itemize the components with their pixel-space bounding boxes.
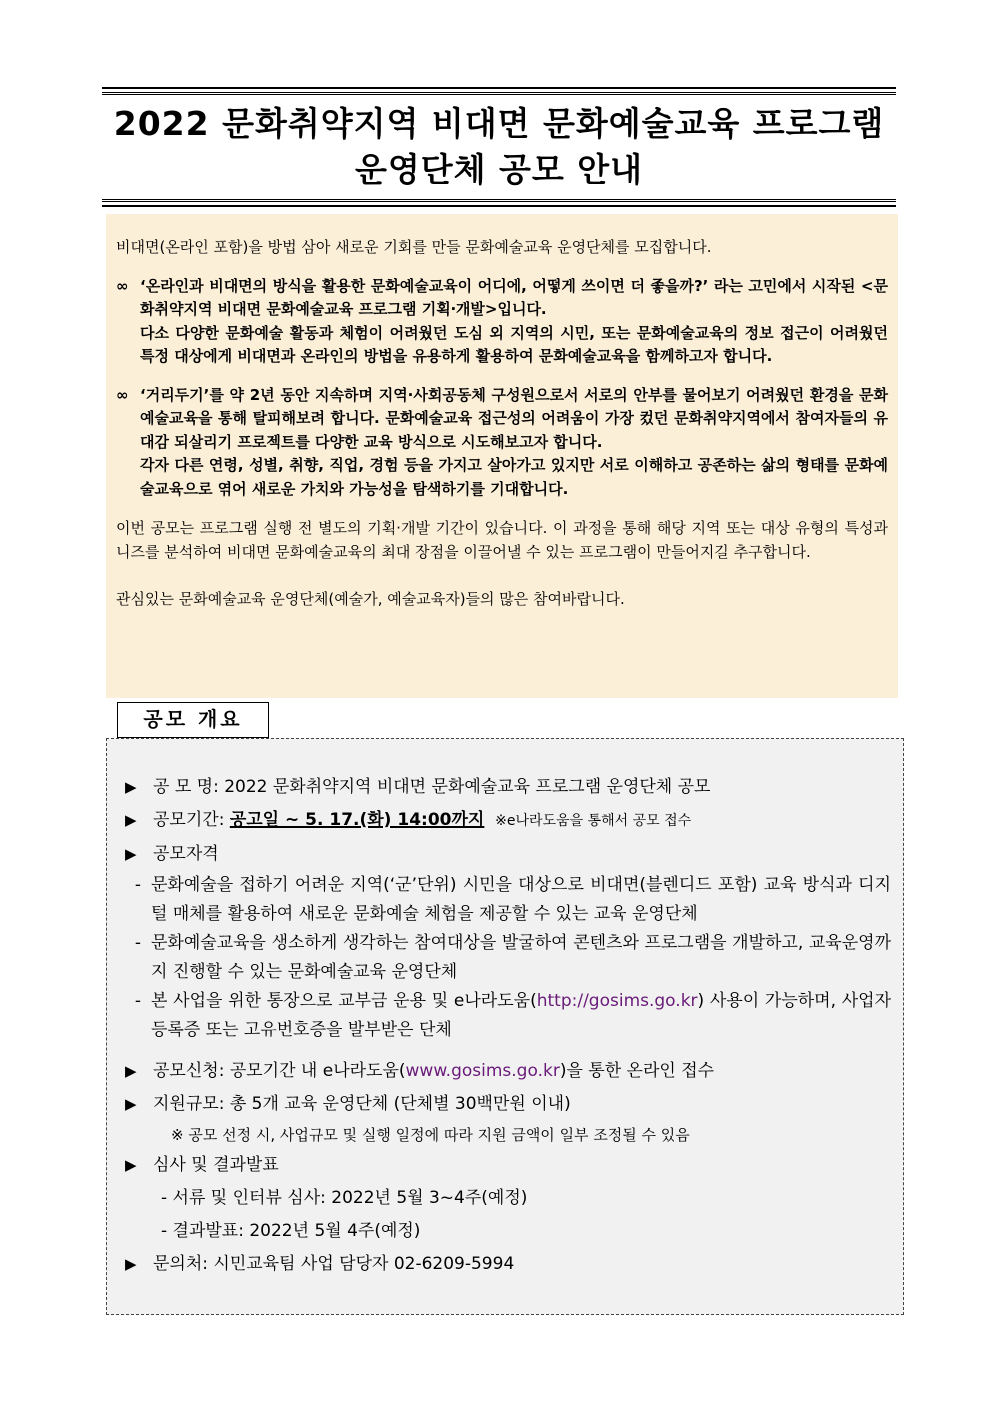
document-title (102, 92, 896, 202)
scale-note: ※ 공모 선정 시, 사업규모 및 실행 일정에 따라 지원 금액이 일부 조정될 수 있음 (171, 1126, 690, 1144)
qualification-item: - 본 사업을 위한 통장으로 교부금 운용 및 e나라도움(http://gosims.go.kr) 사용이 가능하며, 사업자등록증 또는 고유번호증을 발부받은 단체 (134, 991, 892, 1040)
period-note: ※e나라도움을 통해서 공모 접수 (495, 813, 692, 829)
item-support-scale: ▶ 지원규모: 총 5개 교육 운영단체 (단체별 30백만원 이내) (125, 1088, 891, 1121)
gosims-link[interactable]: www.gosims.go.kr (405, 1061, 560, 1081)
intro-bullet-1 (116, 275, 888, 369)
item-contact: ▶ 문의처: 시민교육팀 사업 담당자 02-6209-5994 (125, 1248, 891, 1281)
item-application: ▶ 공모신청: 공모기간 내 e나라도움(www.gosims.go.kr)을 통한 온라인 접수 (125, 1055, 891, 1088)
intro-bullet-1-text-b: 다소 다양한 문화예술 활동과 체험이 어려웠던 도심 외 지역의 시민, 또는 문화예술교육의 정보 접근이 어려웠던 특정 대상에게 비대면과 온라인의 방법을 유용하게 활용하여 문화예술교육을 함께하고자 합니다. (140, 323, 888, 365)
item-qualification: ▶ 공모자격 (125, 838, 891, 871)
triangle-bullet-icon: ▶ (125, 1255, 137, 1273)
intro-paragraph-2: 관심있는 문화예술교육 운영단체(예술가, 예술교육자)들의 많은 참여바랍니다. (116, 590, 625, 608)
section-tab-overview: 공모 개요 (117, 702, 269, 738)
review-item: - 결과발표: 2022년 5월 4주(예정) (161, 1221, 421, 1241)
infinity-bullet-icon: ∞ (116, 385, 129, 404)
period-value: 공고일 ~ 5. 17.(화) 14:00까지 (229, 810, 485, 830)
title-line-2: 운영단체 공모 안내 (354, 150, 643, 189)
item-contest-name: ▶ 공 모 명: 2022 문화취약지역 비대면 문화예술교육 프로그램 운영단체 공모 (125, 771, 891, 804)
item-review: ▶ 심사 및 결과발표 (125, 1149, 891, 1182)
intro-bullet-2-text: ‘거리두기’를 약 2년 동안 지속하며 지역·사회공동체 구성원으로서 서로의 안부를 물어보기 어려웠던 환경을 문화예술교육을 통해 탈피해보려 합니다. 문화예술교육 접근성의 어려움이 가장 컸던 문화취약지역에서 참여자들의 유대감 되살리기 프로젝트를 다양한 교육 방식으로 시도해보고자 합니다. (140, 385, 888, 451)
intro-bullet-1-text: ‘온라인과 비대면의 방식을 활용한 문화예술교육이 어디에, 어떻게 쓰이면 더 좋을까?’ 라는 고민에서 시작된 <문화취약지역 비대면 문화예술교육 프로그램 기획‧개발>입니다. (140, 276, 888, 318)
qualification-item: - 문화예술을 접하기 어려운 지역(‘군’단위) 시민을 대상으로 비대면(블렌디드 포함) 교육 방식과 디지털 매체를 활용하여 새로운 문화예술 체험을 제공할 수 있는 교육 운영단체 (134, 875, 891, 924)
intro-lead: 비대면(온라인 포함)을 방법 삼아 새로운 기회를 만들 문화예술교육 운영단체를 모집합니다. (116, 238, 712, 256)
intro-box (106, 214, 898, 698)
intro-bullet-2 (116, 384, 888, 502)
intro-bullet-2-text-b: 각자 다른 연령, 성별, 취향, 직업, 경험 등을 가지고 살아가고 있지만 서로 이해하고 공존하는 삶의 형태를 문화예술교육으로 엮어 새로운 가치와 가능성을 탐색하기를 기대합니다. (140, 456, 888, 498)
intro-paragraph-1: 이번 공모는 프로그램 실행 전 별도의 기획·개발 기간이 있습니다. 이 과정을 통해 해당 지역 또는 대상 유형의 특성과 니즈를 분석하여 비대면 문화예술교육의 최대 장점을 이끌어낼 수 있는 프로그램이 만들어지길 추구합니다. (116, 519, 888, 561)
triangle-bullet-icon: ▶ (125, 1062, 137, 1080)
triangle-bullet-icon: ▶ (125, 1095, 137, 1113)
review-item: - 서류 및 인터뷰 심사: 2022년 5월 3~4주(예정) (161, 1188, 528, 1208)
triangle-bullet-icon: ▶ (125, 845, 137, 863)
item-contest-period: ▶ 공모기간: 공고일 ~ 5. 17.(화) 14:00까지 ※e나라도움을 통해서 공모 접수 (125, 804, 891, 838)
title-line-1: 2022 문화취약지역 비대면 문화예술교육 프로그램 (113, 104, 885, 143)
triangle-bullet-icon: ▶ (125, 1156, 137, 1174)
triangle-bullet-icon: ▶ (125, 811, 137, 829)
triangle-bullet-icon: ▶ (125, 778, 137, 796)
infinity-bullet-icon: ∞ (116, 276, 129, 295)
gosims-link[interactable]: http://gosims.go.kr (536, 991, 698, 1011)
qualification-item: - 문화예술교육을 생소하게 생각하는 참여대상을 발굴하여 콘텐츠와 프로그램을 개발하고, 교육운영까지 진행할 수 있는 문화예술교육 운영단체 (134, 933, 891, 982)
overview-box (106, 738, 904, 1315)
